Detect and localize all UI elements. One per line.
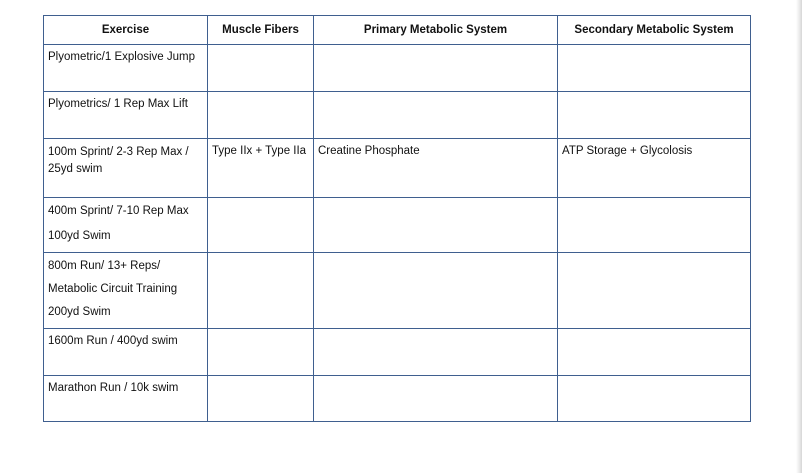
primary-system-cell[interactable] <box>314 376 558 422</box>
table-row <box>44 92 751 139</box>
exercise-label: 100yd Swim <box>48 230 111 242</box>
exercise-label: 25yd swim <box>48 163 103 175</box>
exercise-label: 100m Sprint/ 2-3 Rep Max / <box>48 146 189 158</box>
primary-system-value <box>314 376 557 381</box>
table-row <box>44 329 751 376</box>
secondary-system-cell[interactable] <box>558 198 751 253</box>
exercise-label: Plyometrics/ 1 Rep Max Lift <box>48 98 188 110</box>
muscle-fibers-cell[interactable] <box>208 198 314 253</box>
primary-system-value <box>314 92 557 97</box>
primary-system-cell[interactable] <box>314 253 558 329</box>
exercise-label: 1600m Run / 400yd swim <box>48 335 178 347</box>
muscle-fibers-value: Type IIx + Type IIa <box>212 145 307 157</box>
secondary-system-value <box>558 92 750 97</box>
exercise-label: 400m Sprint/ 7-10 Rep Max <box>48 205 189 217</box>
table-row <box>44 45 751 92</box>
exercise-label: Marathon Run / 10k swim <box>48 382 179 394</box>
primary-system-value <box>314 253 557 258</box>
secondary-system-cell[interactable] <box>558 253 751 329</box>
page-edge-shadow <box>796 0 802 473</box>
primary-system-value: Creatine Phosphate <box>318 145 420 157</box>
table-row <box>44 253 751 329</box>
secondary-system-value <box>558 329 750 334</box>
exercise-metabolic-table <box>43 15 751 422</box>
exercise-cell[interactable] <box>44 376 208 422</box>
primary-system-cell[interactable] <box>314 139 558 198</box>
muscle-fibers-cell[interactable] <box>208 139 314 198</box>
muscle-fibers-value <box>208 329 313 334</box>
exercise-cell[interactable] <box>44 253 208 329</box>
secondary-system-value <box>558 45 750 50</box>
primary-system-value <box>314 198 557 203</box>
header-secondary-metabolic-system: Secondary Metabolic System <box>558 16 751 45</box>
secondary-system-cell[interactable] <box>558 376 751 422</box>
muscle-fibers-value <box>208 92 313 97</box>
secondary-system-cell[interactable] <box>558 92 751 139</box>
muscle-fibers-value <box>208 253 313 258</box>
muscle-fibers-cell[interactable] <box>208 376 314 422</box>
muscle-fibers-value <box>208 45 313 50</box>
table-row <box>44 198 751 253</box>
secondary-system-value: ATP Storage + Glycolosis <box>562 145 693 157</box>
secondary-system-cell[interactable] <box>558 45 751 92</box>
secondary-system-cell[interactable] <box>558 139 751 198</box>
secondary-system-value <box>558 198 750 203</box>
muscle-fibers-cell[interactable] <box>208 253 314 329</box>
exercise-label: Metabolic Circuit Training <box>48 283 178 295</box>
exercise-cell[interactable] <box>44 92 208 139</box>
secondary-system-value <box>558 376 750 381</box>
secondary-system-cell[interactable] <box>558 329 751 376</box>
exercise-label: Plyometric/1 Explosive Jump <box>48 51 195 63</box>
exercise-cell[interactable] <box>44 329 208 376</box>
primary-system-cell[interactable] <box>314 45 558 92</box>
exercise-label: 800m Run/ 13+ Reps/ <box>48 260 161 272</box>
header-exercise: Exercise <box>44 16 208 45</box>
exercise-cell[interactable] <box>44 139 208 198</box>
primary-system-cell[interactable] <box>314 329 558 376</box>
primary-system-cell[interactable] <box>314 92 558 139</box>
primary-system-value <box>314 45 557 50</box>
header-primary-metabolic-system: Primary Metabolic System <box>314 16 558 45</box>
muscle-fibers-cell[interactable] <box>208 329 314 376</box>
header-muscle-fibers: Muscle Fibers <box>208 16 314 45</box>
primary-system-value <box>314 329 557 334</box>
muscle-fibers-cell[interactable] <box>208 92 314 139</box>
header-row <box>44 16 751 45</box>
exercise-label: 200yd Swim <box>48 306 111 318</box>
primary-system-cell[interactable] <box>314 198 558 253</box>
secondary-system-value <box>558 253 750 258</box>
muscle-fibers-value <box>208 198 313 203</box>
muscle-fibers-cell[interactable] <box>208 45 314 92</box>
muscle-fibers-value <box>208 376 313 381</box>
exercise-cell[interactable] <box>44 45 208 92</box>
exercise-cell[interactable] <box>44 198 208 253</box>
table-row <box>44 139 751 198</box>
table-row <box>44 376 751 422</box>
